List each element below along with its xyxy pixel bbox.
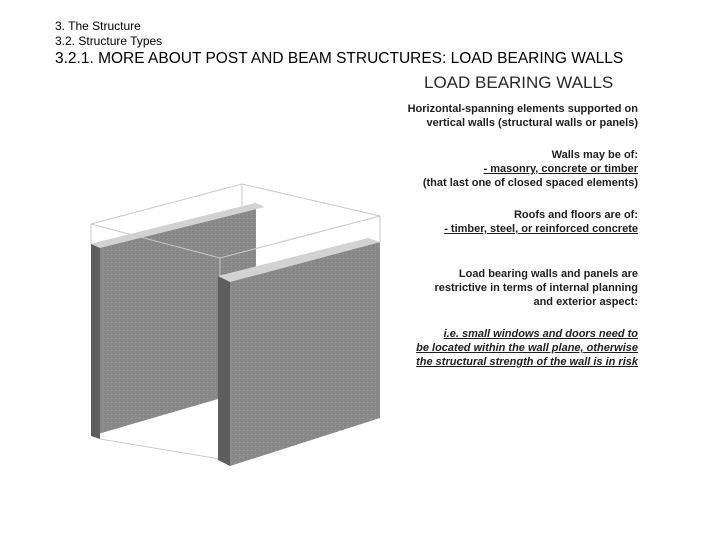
- breadcrumb-subsection: 3.2. Structure Types: [55, 34, 163, 48]
- front-wall: [218, 238, 380, 466]
- example-line: be located within the wall plane, otherwise: [416, 342, 638, 354]
- roofs-title: Roofs and floors are of:: [513, 209, 638, 221]
- figure-heading: LOAD BEARING WALLS: [424, 73, 614, 92]
- load-bearing-walls-illustration: [80, 176, 400, 476]
- restrict-line: Load bearing walls and panels are: [458, 268, 638, 280]
- slide-title: 3.2.1. MORE ABOUT POST AND BEAM STRUCTURES: LOAD BEARING WALLS: [55, 50, 624, 67]
- note-roofs: [444, 208, 638, 236]
- walls-note: (that last one of closed spaced elements): [422, 177, 638, 189]
- note-walls: [423, 148, 638, 190]
- roofs-materials: - timber, steel, or reinforced concrete: [444, 223, 638, 235]
- breadcrumb-section: 3. The Structure: [55, 19, 141, 33]
- example-line: i.e. small windows and doors need to: [443, 328, 638, 340]
- restrict-line: restrictive in terms of internal planning: [434, 282, 638, 294]
- note-restrictions: [434, 267, 638, 309]
- note-example: [416, 327, 638, 369]
- example-line: the structural strength of the wall is in risk: [416, 356, 638, 368]
- note-intro-line: Horizontal-spanning elements supported on: [407, 103, 638, 115]
- walls-title: Walls may be of:: [551, 149, 638, 161]
- walls-materials: - masonry, concrete or timber: [483, 163, 638, 175]
- note-intro: [408, 102, 638, 130]
- note-intro-line: vertical walls (structural walls or panels): [426, 117, 638, 129]
- restrict-line: and exterior aspect:: [533, 296, 638, 308]
